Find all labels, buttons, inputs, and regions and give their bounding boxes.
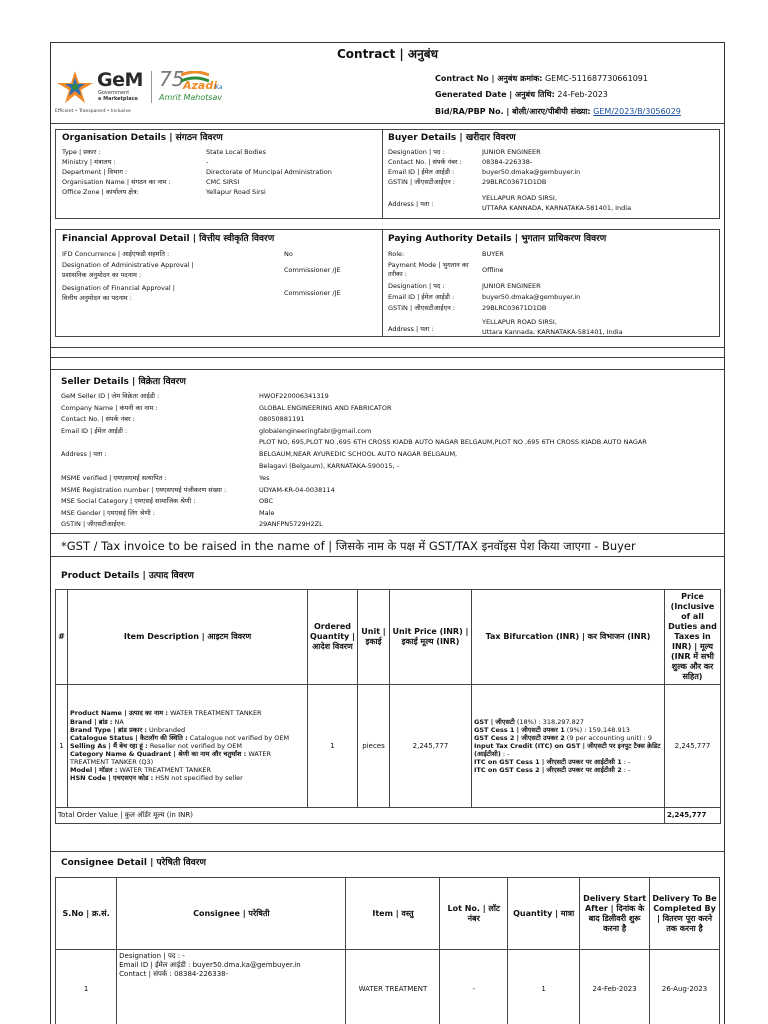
seller-field-label: Company Name | कंपनी का नाम : xyxy=(61,403,158,412)
row-qty: 1 xyxy=(308,685,358,808)
gem-logo-icon xyxy=(55,69,95,105)
row-total-price: 2,245,777 xyxy=(665,685,721,808)
seller-field-value: HWOF220006341319 xyxy=(259,392,329,400)
generated-date-label: Generated Date | अनुबंध तिथि: xyxy=(435,90,555,99)
bid-no xyxy=(435,107,681,117)
col-item: Item | वस्तु xyxy=(346,878,440,950)
buyer-field-value: buyer50.dmaka@gembuyer.in xyxy=(482,168,581,176)
org-field-value: Yellapur Road Sirsi xyxy=(206,188,266,196)
buyer-address-label: Address | पता : xyxy=(388,200,434,208)
product-attribute: Brand Type | ब्रांड प्रकार : Unbranded xyxy=(70,725,186,734)
divider xyxy=(382,230,383,336)
divider xyxy=(51,357,724,358)
bid-no-label: Bid/RA/PBP No. | बोली/आरए/पीबीपी संख्या: xyxy=(435,107,591,116)
contract-no xyxy=(435,74,648,84)
table-row xyxy=(56,685,721,808)
product-attribute: HSN Code | एचएसएन कोड : HSN not specified by seller xyxy=(70,774,243,783)
contract-no-label: Contract No | अनुबंध क्रमांक: xyxy=(435,74,543,83)
divider xyxy=(51,556,724,557)
col-sno: S.No | क्र.सं. xyxy=(56,878,117,950)
seller-address-line3: Belagavi (Belgaum), KARNATAKA-590015, - xyxy=(259,462,400,470)
payment-mode-label-1: Payment Mode | भुगतान का xyxy=(388,261,469,269)
consignee-sno: 1 xyxy=(56,950,117,1024)
buyer-field-value: 08384-226338- xyxy=(482,158,533,166)
azadi-75: 75 xyxy=(159,67,185,91)
paying-field-label: Email ID | ईमेल आईडी : xyxy=(388,293,455,301)
divider xyxy=(51,123,724,124)
generated-date xyxy=(435,90,608,100)
logo-area xyxy=(55,65,255,117)
org-field-value: State Local Bodies xyxy=(206,148,266,156)
seller-field-value: OBC xyxy=(259,497,273,505)
seller-title: Seller Details | विक्रेता विवरण xyxy=(61,377,186,387)
paying-field-value: buyer50.dmaka@gembuyer.in xyxy=(482,293,581,301)
seller-field-label: GSTIN | जीएसटीआईएन: xyxy=(61,520,126,528)
admin-approval-value: Commissioner /JE xyxy=(284,266,341,274)
paying-address-label: Address | पता : xyxy=(388,325,434,333)
product-header-row xyxy=(56,590,721,685)
col-desc: Item Description | आइटम विवरण xyxy=(68,590,308,685)
buyer-title: Buyer Details | खरीदार विवरण xyxy=(388,133,516,143)
ifd-label: IFD Concurrence | आईएफडी सहमति : xyxy=(62,250,170,258)
gem-sub1: Government xyxy=(98,90,130,96)
org-field-value: - xyxy=(206,158,209,166)
product-title: Product Details | उत्पाद विवरण xyxy=(61,571,194,581)
gst-note: *GST / Tax invoice to be raised in the name of | जिसके नाम के पक्ष में GST/TAX इनवॉइस पेश किया जाएगा - Buyer xyxy=(61,539,636,553)
consignee-header-row xyxy=(56,878,720,950)
logo-divider xyxy=(151,71,152,103)
seller-address-label: Address | पता : xyxy=(61,450,107,458)
paying-address-line1: YELLAPUR ROAD SIRSI, xyxy=(482,318,557,326)
fin-approval-label-2: वित्तीय अनुमोदन का पदनाम : xyxy=(62,294,132,302)
org-field-label: Ministry | मंत्रालय : xyxy=(62,158,116,166)
tax-bifurcation xyxy=(472,685,665,808)
seller-field-label: Email ID | ईमेल आईडी : xyxy=(61,426,128,435)
paying-field-value: 29BLRC03671D1DB xyxy=(482,304,547,312)
azadi-text: Azadi xyxy=(183,79,217,92)
product-attribute: Model | मॉडल : WATER TREATMENT TANKER xyxy=(70,766,211,775)
seller-field-value: UDYAM-KR-04-0038114 xyxy=(259,485,335,494)
divider xyxy=(51,851,724,852)
org-field-label: Organisation Name | संगठन का नाम : xyxy=(62,178,171,186)
col-lot: Lot No. | लॉट नंबर xyxy=(440,878,508,950)
seller-field-value: globalengineeringfabr@gmail.com xyxy=(259,426,372,435)
azadi-amrit: Amrit Mahotsav xyxy=(159,93,223,102)
generated-date-value: 24-Feb-2023 xyxy=(557,90,608,99)
org-field-label: Office Zone | कार्यालय क्षेत्र: xyxy=(62,188,139,196)
org-field-label: Type | प्रकार : xyxy=(62,148,101,156)
seller-field-value: 29ANFPN5729H2ZL xyxy=(259,520,323,528)
seller-field-value: 08050881191 xyxy=(259,415,305,423)
col-unit: Unit | इकाई xyxy=(358,590,390,685)
tax-line: ITC on GST Cess 2 | जीएसटी उपकर पर आईटीसी 2 : - xyxy=(474,766,631,775)
seller-field-value: GLOBAL ENGINEERING AND FABRICATOR xyxy=(259,403,392,412)
col-num: # xyxy=(56,590,68,685)
total-row xyxy=(56,808,721,824)
product-attribute: Catalogue Status | कैटलॉग की स्थिति : Catalogue not verified by OEM xyxy=(70,733,290,742)
org-field-value: Directorate of Muncipal Administration xyxy=(206,168,332,176)
buyer-field-label: GSTIN | जीएसटीआईएन : xyxy=(388,178,455,186)
gem-sub2: e Marketplace xyxy=(98,96,138,102)
bid-no-link[interactable]: GEM/2023/B/3056029 xyxy=(593,107,681,116)
product-attribute: Brand | ब्रांड : NA xyxy=(70,717,124,726)
divider xyxy=(51,533,724,534)
row-unit-price: 2,245,777 xyxy=(390,685,472,808)
col-unit-price: Unit Price (INR) | इकाई मूल्य (INR) xyxy=(390,590,472,685)
buyer-address-line2: UTTARA KANNADA, KARNATAKA-581401, India xyxy=(482,204,632,212)
divider xyxy=(382,130,383,218)
seller-field-label: MSE Gender | एमएसई लिंग श्रेणी : xyxy=(61,508,155,517)
seller-address-line1: PLOT NO, 695,PLOT NO ,695 6TH CROSS KIADB AUTO NAGAR BELGAUM,PLOT NO ,695 6TH CROSS KIADB AUTO NAGAR xyxy=(259,438,647,446)
seller-field-label: MSME verified | एमएसएमई सत्यापित : xyxy=(61,474,167,482)
col-tax: Tax Bifurcation (INR) | कर विभाजन (INR) xyxy=(472,590,665,685)
paying-address-line2: Uttara Kannada, KARNATAKA-581401, India xyxy=(482,328,623,336)
tax-line: Input Tax Credit (ITC) on GST | जीएसटी पर इनपुट टैक्स क्रेडिट (आईटीसी) : - xyxy=(474,741,661,759)
tax-line: GST Cess 1 | जीएसटी उपकर 1 (9%) : 159,148.913 xyxy=(474,725,630,734)
page-title: Contract | अनुबंध xyxy=(337,47,438,61)
ifd-value: No xyxy=(284,250,293,258)
paying-field-label: GSTIN | जीएसटीआईएन : xyxy=(388,304,455,312)
tax-line: GST Cess 2 | जीएसटी उपकर 2 (9 per accounting unit) : 9 xyxy=(474,733,653,742)
buyer-field-label: Contact No. | संपर्क नंबर : xyxy=(388,158,462,166)
col-delivery-start: Delivery Start After | दिनांक के बाद डिलीवरी शुरू करना है xyxy=(580,878,650,950)
consignee-item: WATER TREATMENT xyxy=(346,950,440,1024)
gem-tagline: Efficient • Transparent • Inclusive xyxy=(55,109,131,114)
organisation-title: Organisation Details | संगठन विवरण xyxy=(62,133,223,143)
col-consignee: Consignee | परेषिती xyxy=(117,878,346,950)
col-qty: Ordered Quantity | आदेश विवरण xyxy=(308,590,358,685)
consignee-qty: 1 xyxy=(508,950,580,1024)
seller-field-value: Male xyxy=(259,508,275,517)
tax-line: ITC on GST Cess 1 | जीएसटी उपकर पर आईटीसी 1 : - xyxy=(474,758,631,767)
row-unit: pieces xyxy=(358,685,390,808)
seller-field-label: MSE Social Category | एमएसई सामाजिक श्रेणी : xyxy=(61,497,196,505)
paying-title: Paying Authority Details | भुगतान प्राधिकरण विवरण xyxy=(388,234,607,244)
role-label: Role: xyxy=(388,250,405,258)
org-field-label: Department | विभाग : xyxy=(62,168,128,176)
payment-mode-label-2: तरीका : xyxy=(388,270,407,278)
role-value: BUYER xyxy=(482,250,504,258)
total-order-value: 2,245,777 xyxy=(665,808,721,824)
col-delivery-end: Delivery To Be Completed By | वितरण पूरा करने तक करना है xyxy=(650,878,720,950)
contract-no-value: GEMC-511687730661091 xyxy=(544,74,648,83)
product-attribute: Category Name & Quadrant | श्रेणी का नाम और चतुर्थांश : WATER TREATMENT TANKER (Q3) xyxy=(70,750,271,767)
org-field-value: CMC SIRSI xyxy=(206,178,240,186)
buyer-address-line1: YELLAPUR ROAD SIRSI, xyxy=(482,194,557,202)
buyer-field-value: 29BLRC03671D1DB xyxy=(482,178,547,186)
consignee-title: Consignee Detail | परेषिती विवरण xyxy=(61,858,206,868)
consignee-end: 26-Aug-2023 xyxy=(650,950,720,1024)
table-row xyxy=(56,950,720,1024)
financial-title: Financial Approval Detail | वित्तीय स्वीकृति विवरण xyxy=(62,234,275,244)
total-order-label: Total Order Value | कुल ऑर्डर मूल्य (in INR) xyxy=(56,808,665,824)
buyer-field-label: Designation | पद : xyxy=(388,148,445,156)
divider xyxy=(51,347,724,348)
seller-address-line2: BELGAUM,NEAR AYUREDIC SCHOOL AUTO NAGAR BELGAUM, xyxy=(259,450,458,458)
tax-line: GST | जीएसटी (18%) : 318,297.827 xyxy=(474,717,585,726)
col-quantity: Quantity | मात्रा xyxy=(508,878,580,950)
divider xyxy=(51,369,724,370)
product-attribute: Selling As | मैं बेच रहा हूं : Reseller not verified by OEM xyxy=(70,741,242,750)
consignee-designation: Designation | पद : - xyxy=(119,952,185,960)
org-buyer-box xyxy=(55,129,720,219)
paying-field-label: Designation | पद : xyxy=(388,282,445,290)
payment-mode-value: Offline xyxy=(482,266,504,274)
gem-wordmark: GeM xyxy=(97,69,143,91)
consignee-start: 24-Feb-2023 xyxy=(580,950,650,1024)
product-table xyxy=(55,589,721,824)
seller-field-value: Yes xyxy=(259,474,270,482)
financial-paying-box xyxy=(55,229,720,337)
product-attribute: Product Name | उत्पाद का नाम : WATER TREATMENT TANKER xyxy=(70,709,262,718)
consignee-table xyxy=(55,877,720,1024)
contract-document xyxy=(50,42,725,1024)
admin-approval-label-2: प्रशासनिक अनुमोदन का पदनाम : xyxy=(62,271,142,279)
paying-field-value: JUNIOR ENGINEER xyxy=(482,282,541,290)
col-total-price: Price (Inclusive of all Duties and Taxes in INR) | मूल्य (INR में सभी शुल्क और कर सहित) xyxy=(665,590,721,685)
seller-field-label: GeM Seller ID | जेम विक्रेता आईडी : xyxy=(61,392,160,400)
fin-approval-label-1: Designation of Financial Approval | xyxy=(62,284,175,292)
row-num: 1 xyxy=(56,685,68,808)
consignee-contact: Contact | संपर्क : 08384-226338- xyxy=(119,969,229,978)
azadi-ka: Ka xyxy=(215,84,223,91)
consignee-email: Email ID | ईमेल आईडी : buyer50.dma.ka@gembuyer.in xyxy=(119,960,301,969)
fin-approval-value: Commissioner /JE xyxy=(284,289,341,297)
buyer-field-value: JUNIOR ENGINEER xyxy=(482,148,541,156)
consignee-lot: - xyxy=(440,950,508,1024)
product-description xyxy=(68,685,308,808)
seller-field-label: MSME Registration number | एमएसएमई पंजीकरण संख्या : xyxy=(61,485,227,494)
seller-field-label: Contact No. | संपर्क नंबर : xyxy=(61,415,135,423)
admin-approval-label-1: Designation of Administrative Approval | xyxy=(62,261,194,269)
consignee-info xyxy=(117,950,346,1024)
buyer-field-label: Email ID | ईमेल आईडी : xyxy=(388,168,455,176)
